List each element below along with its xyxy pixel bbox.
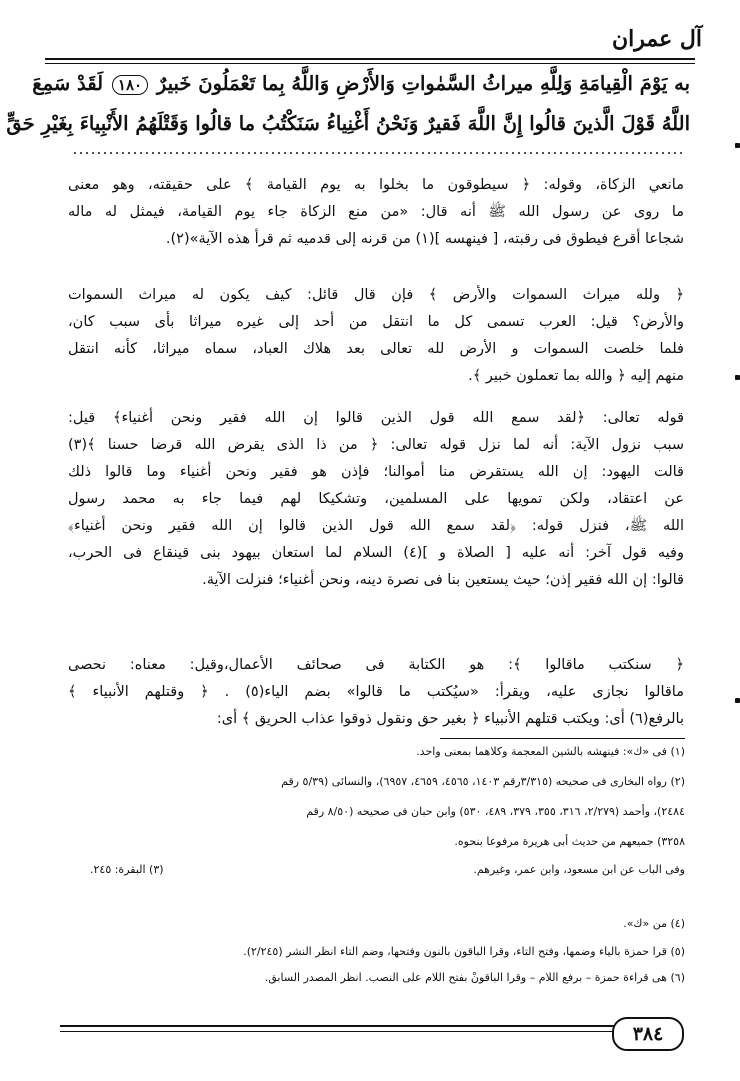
commentary-paragraph-2 bbox=[68, 282, 684, 390]
text-line: ﴿ سنكتب ماقالوا ﴾: هو الكتابة فى صحائف الأعمال،وقيل: معناه: نحصى bbox=[68, 657, 684, 673]
text-line: ما روى عن رسول الله ﷺ أنه قال: «من منع الزكاة جاء يوم القيامة، فيمثل له ماله bbox=[68, 204, 684, 220]
header-rule bbox=[45, 58, 695, 60]
text-line: ﴿ ولله ميراث السموات والأرض ﴾ فإن قال قائل: كيف يكون له ميراث السموات bbox=[68, 287, 684, 303]
verse-text-continuation: لَقَدْ سَمِعَ bbox=[32, 72, 104, 95]
footnote-2-line-4: وفى الباب عن ابن مسعود، وابن عمر، وغيرهم. bbox=[473, 863, 685, 876]
footnote-2-line-2: ٢٤٨٤)، وأحمد (٢/٢٧٩، ٣١٦، ٣٥٥، ٣٧٩، ٤٨٩، ٥٣٠) وابن حبان فى صحيحه (٨/٥٠ رقم bbox=[306, 805, 685, 818]
footnote-2-line-3: ٣٢٥٨) جميعهم من حديث أبى هريرة مرفوعا بنحوه. bbox=[454, 835, 685, 848]
margin-mark bbox=[735, 375, 740, 380]
footnote-5: (٥) قرا حمزة بالياء وضمها، وفتح التاء، وقرا الباقون بالنون وفتحها، وضم التاء انظر النشر (٢/٢٤٥). bbox=[243, 945, 685, 958]
text-line: بالرفع(٦) أى: ويكتب قتلهم الأنبياء ﴿ بغير حق ونقول ذوقوا عذاب الحريق ﴾ أى: bbox=[216, 711, 684, 727]
footnote-6: (٦) هى قراءة حمزة – برفع اللام – وقرا الباقونْ بفتح اللام على النصب. انظر المصدر السابق. bbox=[264, 971, 685, 984]
text-line: سبب نزول الآية: أنه لما نزل قوله تعالى: ﴿ من ذا الذى يقرض الله قرضا حسنا ﴾(٣) bbox=[68, 437, 684, 453]
text-line: ماقالوا نجازى عليه، ويقرأ: «سيُكتب ما قالوا» بضم الياء(٥) . ﴿ وقتلهم الأنبياء ﴾ bbox=[68, 684, 684, 700]
footnote-4: (٤) من «ك». bbox=[623, 917, 685, 930]
text-line: شجاعا أقرع فيطوق فى رقبته، [ فينهسه ](١) من قرنه إلى قدميه ثم قرأ هذه الآية»(٢). bbox=[165, 231, 684, 247]
footnote-2-line-1: (٢) رواه البخارى فى صحيحه (٣/٣١٥رقم ١٤٠٣، ٤٥٦٥، ٤٦٥٩، ٦٩٥٧)، والنسائى (٥/٣٩ رقم bbox=[281, 775, 685, 788]
commentary-paragraph-1 bbox=[68, 172, 684, 253]
footnote-separator bbox=[440, 738, 685, 739]
text-line: الله ﷺ، فنزل قوله: ﴿لقد سمع الله قول الذين قالوا إن الله فقير ونحن أغنياء﴾ bbox=[68, 518, 684, 534]
footnote-1: (١) فى «ك»: فينهشه بالشين المعجمة وكلاهما بمعنى واحد. bbox=[416, 745, 685, 758]
text-line: عن اعتقاد، ولكن تمويها على المسلمين، وتشكيكا لهم فيما جاء به محمد رسول bbox=[68, 491, 684, 507]
text-line: قالوا: إن الله فقير إذن؛ حيث يستعين بنا فى نصرة دينه، ونحن أغنياء؛ فنزلت الآية. bbox=[202, 572, 684, 588]
footnote-row-2-3 bbox=[60, 862, 685, 877]
verse-text: به يَوْمَ الْقِيامَةِ وَلِلَّهِ ميراثُ السَّمٰواتِ وَالأَرْضِ وَاللَّهُ بِما تَعْمَلُونَ خَبيرٌ bbox=[156, 72, 690, 95]
surah-header-title: آل عمران bbox=[611, 26, 702, 52]
text-line: والأرض؟ قيل: العرب تسمى كل ما انتقل من أحد إلى غيره ميراثا بأى سبب كان، bbox=[68, 314, 684, 330]
text-line: قوله تعالى: ﴿لقد سمع الله قول الذين قالوا إن الله فقير ونحن أغنياء﴾ قيل: bbox=[68, 410, 684, 426]
footer-rule bbox=[60, 1025, 620, 1027]
commentary-paragraph-4 bbox=[68, 652, 684, 733]
text-line: مانعي الزكاة، وقوله: ﴿ سيطوقون ما بخلوا به يوم القيامة ﴾ على حقيقته، وهو معنى bbox=[68, 177, 684, 193]
text-line: وفيه قول آخر: أنه عليه [ الصلاة و ](٤) السلام لما استعان بيهود بنى قينقاع فى الحرب، bbox=[68, 545, 684, 561]
text-line: فلما خلصت السموات و الأرض لله تعالى بعد هلاك العباد، سماه ميراثا، كأنه انتقل bbox=[68, 341, 684, 357]
footnote-3: (٣) البقرة: ٢٤٥. bbox=[90, 863, 164, 876]
footer-rule-thin bbox=[60, 1031, 620, 1032]
page-number: ٣٨٤ bbox=[612, 1017, 684, 1051]
verse-line-2: اللَّهُ قَوْلَ الَّذينَ قالُوا إِنَّ اللَّهَ فَقيرٌ وَنَحْنُ أَغْنِياءُ سَنَكْتُبُ ما قالُوا وَقَتْلَهُمُ الأَنْبِياءَ بِغَيْرِ حَقٍّ bbox=[6, 112, 690, 135]
margin-mark bbox=[735, 143, 740, 148]
text-line: منهم إليه ﴿ والله بما تعملون خبير ﴾. bbox=[468, 368, 684, 384]
commentary-paragraph-3 bbox=[68, 405, 684, 594]
verse-line-1 bbox=[32, 72, 690, 95]
margin-mark bbox=[735, 698, 740, 703]
text-line: قالت اليهود: إن الله يستقرض منا أموالنا؛ فإذن هو فقير ونحن أغنياء وما قالوا ذلك bbox=[68, 464, 684, 480]
ayah-number-marker: ١٨٠ bbox=[112, 75, 148, 95]
header-rule-thin bbox=[45, 63, 695, 64]
dotted-separator bbox=[72, 150, 682, 156]
